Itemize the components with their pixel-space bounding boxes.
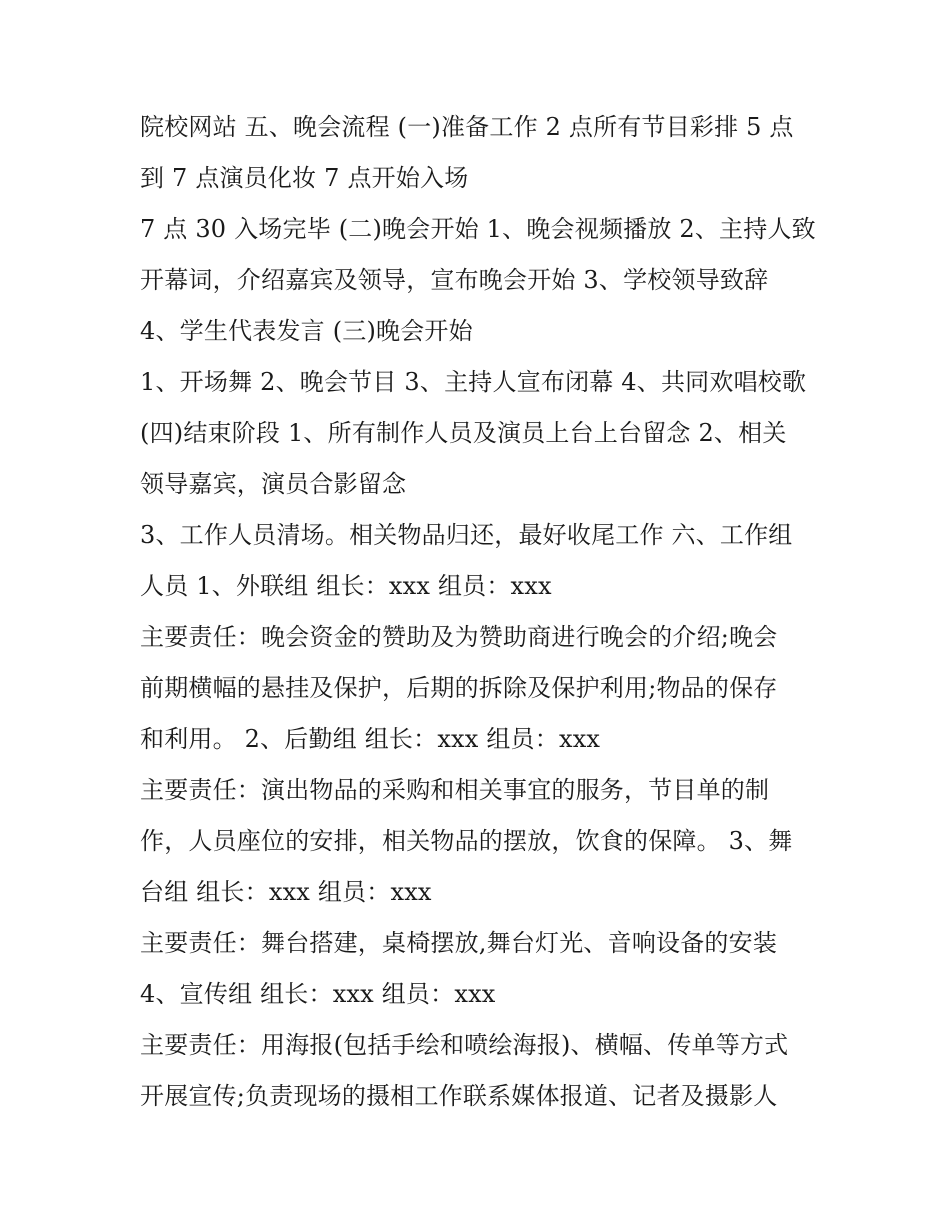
text-line: 主要责任：演出物品的采购和相关事宜的服务，节目单的制 xyxy=(140,776,770,804)
text-line: 主要责任：晚会资金的赞助及为赞助商进行晚会的介绍;晚会 xyxy=(140,623,778,651)
text-line: 前期横幅的悬挂及保护，后期的拆除及保护利用;物品的保存 xyxy=(140,674,778,702)
text-line: 和利用。 2、后勤组 组长：xxx 组员：xxx xyxy=(140,725,601,753)
text-line: 院校网站 五、晚会流程 (一)准备工作 2 点所有节目彩排 5 点 xyxy=(140,113,794,141)
text-line: 3、工作人员清场。相关物品归还，最好收尾工作 六、工作组 xyxy=(140,521,793,549)
document-body xyxy=(140,102,820,1122)
text-line: 4、学生代表发言 (三)晚会开始 xyxy=(140,317,473,345)
text-line: 主要责任：舞台搭建，桌椅摆放,舞台灯光、音响设备的安装 xyxy=(140,929,778,957)
text-line: 人员 1、外联组 组长：xxx 组员：xxx xyxy=(140,572,552,600)
text-line: 开幕词，介绍嘉宾及领导，宣布晚会开始 3、学校领导致辞 xyxy=(140,266,769,294)
text-line: 作，人员座位的安排，相关物品的摆放，饮食的保障。 3、舞 xyxy=(140,827,793,855)
text-line: (四)结束阶段 1、所有制作人员及演员上台上台留念 2、相关 xyxy=(140,419,787,447)
text-line: 4、宣传组 组长：xxx 组员：xxx xyxy=(140,980,496,1008)
text-line: 主要责任：用海报(包括手绘和喷绘海报)、横幅、传单等方式 xyxy=(140,1031,789,1059)
text-line: 领导嘉宾，演员合影留念 xyxy=(140,470,407,498)
text-line: 到 7 点演员化妆 7 点开始入场 xyxy=(140,164,469,192)
text-line: 台组 组长：xxx 组员：xxx xyxy=(140,878,432,906)
text-line: 7 点 30 入场完毕 (二)晚会开始 1、晚会视频播放 2、主持人致 xyxy=(140,215,816,243)
text-line: 1、开场舞 2、晚会节目 3、主持人宣布闭幕 4、共同欢唱校歌 xyxy=(140,368,807,396)
text-line: 开展宣传;负责现场的摄相工作联系媒体报道、记者及摄影人 xyxy=(140,1082,778,1110)
